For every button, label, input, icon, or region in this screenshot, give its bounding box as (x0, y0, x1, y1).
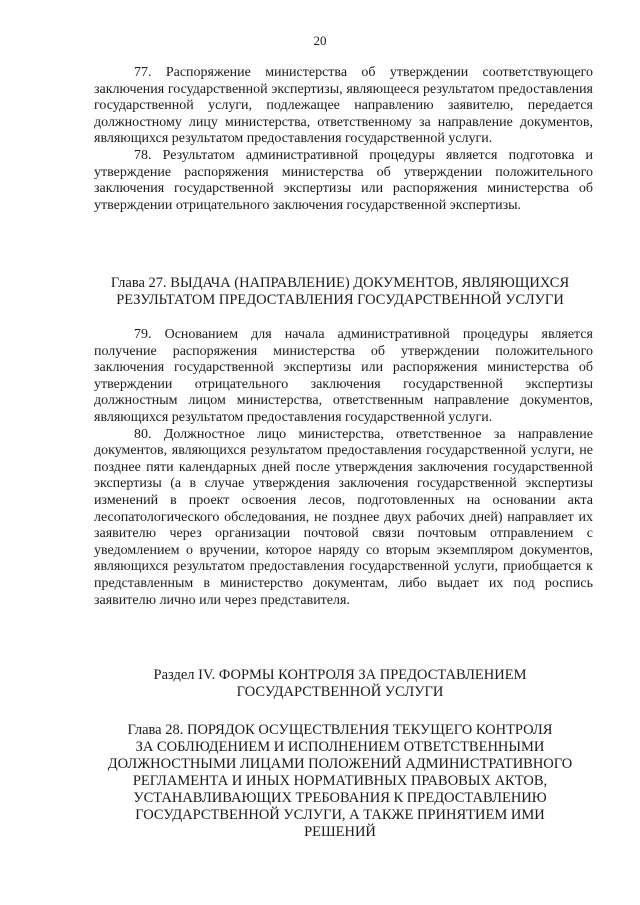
heading-line: ГОСУДАРСТВЕННОЙ УСЛУГИ (236, 684, 444, 700)
heading-line: РЕШЕНИЙ (304, 824, 376, 840)
heading-line: ДОЛЖНОСТНЫМИ ЛИЦАМИ ПОЛОЖЕНИЙ АДМИНИСТРАТИВНОГО (107, 756, 573, 772)
chapter-27-heading (60, 275, 620, 309)
paragraph-78: 78. Результатом административной процедуры является подготовка и утверждение распоряжения министерства об утверждении положительного заключения государственной экспертизы или распоряжения министерства об утверждении отрицательного заключения государственной экспертизы. (94, 147, 593, 213)
paragraph-80: 80. Должностное лицо министерства, ответственное за направление документов, являющихся результатом предоставления государственной услуги, не позднее пяти календарных дней после утверждения заключения государственной экспертизы (а в случае утверждения заключения государственной экспертизы изменений в проект освоения лесов, подготовленных на основании акта лесопатологического обследования, не позднее двух рабочих дней) направляет их заявителю через организации почтовой связи почтовым отправлением с уведомлением о вручении, которое наряду со вторым экземпляром документов, являющихся результатом предоставления государственной услуги, приобщается к представленным в министерство документам, либо выдает их под роспись заявителю лично или через представителя. (94, 426, 593, 608)
heading-line: Глава 28. ПОРЯДОК ОСУЩЕСТВЛЕНИЯ ТЕКУЩЕГО КОНТРОЛЯ (127, 722, 553, 738)
page-number: 20 (313, 33, 327, 48)
paragraph-79: 79. Основанием для начала административной процедуры является получение распоряжения министерства об утверждении положительного заключения государственной экспертизы или распоряжения министерства об утверждении отрицательного заключения государственной экспертизы должностным лицом министерства, ответственным направление документов, являющихся результатом предоставления государственной услуги. (94, 327, 593, 425)
section-paragraphs-77-78 (94, 65, 593, 214)
paragraph-77: 77. Распоряжение министерства об утверждении соответствующего заключения государственной экспертизы, являющееся результатом предоставления государственной услуги, подлежащее направлению заявителю, передается должностному лицу министерства, ответственному за направление документов, являющихся результатом предоставления государственной услуги. (94, 65, 593, 147)
heading-line: ГОСУДАРСТВЕННОЙ УСЛУГИ, А ТАКЖЕ ПРИНЯТИЕМ ИМИ (135, 807, 545, 823)
heading-line: РЕЗУЛЬТАТОМ ПРЕДОСТАВЛЕНИЯ ГОСУДАРСТВЕННОЙ УСЛУГИ (116, 292, 564, 308)
heading-line: ЗА СОБЛЮДЕНИЕМ И ИСПОЛНЕНИЕМ ОТВЕТСТВЕННЫМИ (135, 739, 545, 755)
chapter-28-heading (60, 722, 620, 841)
heading-line: РЕГЛАМЕНТА И ИНЫХ НОРМАТИВНЫХ ПРАВОВЫХ АКТОВ, (132, 773, 548, 789)
heading-line: УСТАНАВЛИВАЮЩИХ ТРЕБОВАНИЯ К ПРЕДОСТАВЛЕНИЮ (133, 790, 547, 806)
chapter-27-paragraphs (94, 327, 593, 609)
heading-line: Глава 27. ВЫДАЧА (НАПРАВЛЕНИЕ) ДОКУМЕНТОВ, ЯВЛЯЮЩИХСЯ (110, 275, 570, 291)
section-4-heading (60, 667, 620, 701)
heading-line: Раздел IV. ФОРМЫ КОНТРОЛЯ ЗА ПРЕДОСТАВЛЕНИЕМ (153, 667, 527, 683)
